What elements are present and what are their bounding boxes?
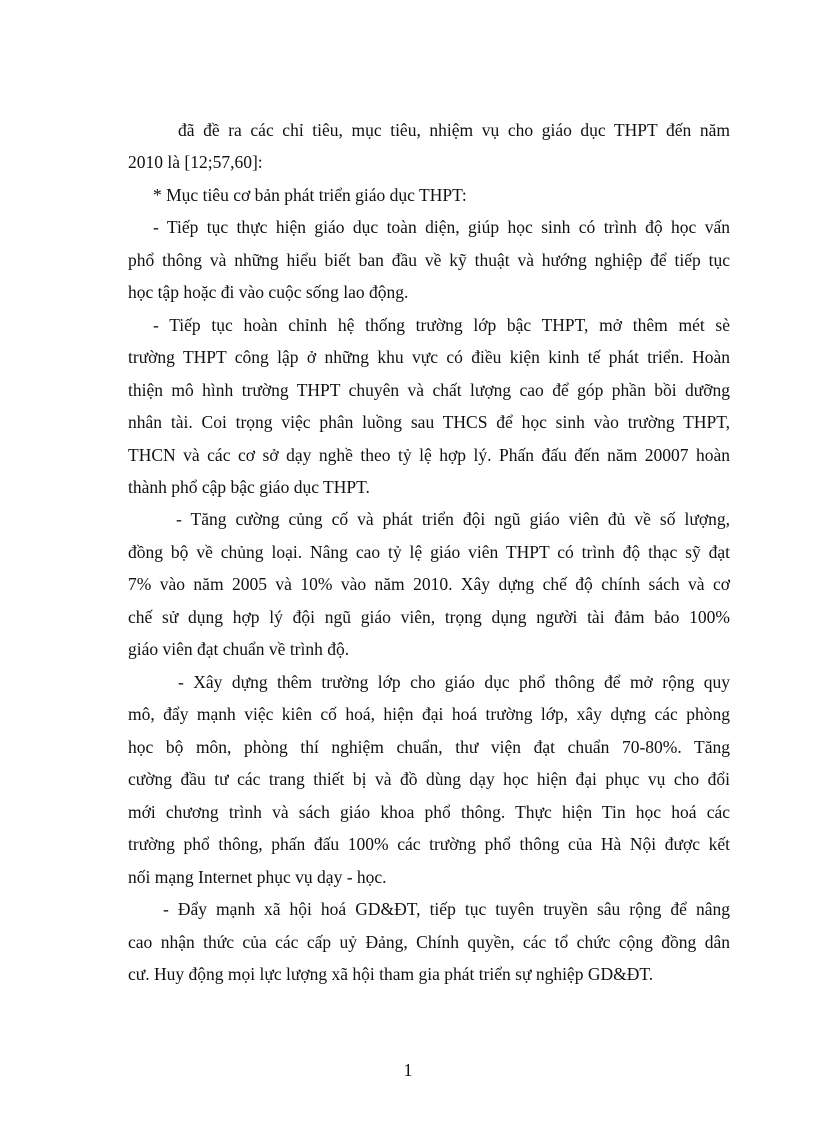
text-line: cường đầu tư các trang thiết bị và đồ dùng dạy học hiện đại phục vụ cho đổi (128, 769, 730, 789)
text-line: 2010 là [12;57,60]: (128, 152, 263, 172)
text-line: * Mục tiêu cơ bản phát triển giáo dục THPT: (153, 185, 467, 205)
text-line: giáo viên đạt chuẩn về trình độ. (128, 639, 350, 659)
text-line: đã đề ra các chỉ tiêu, mục tiêu, nhiệm vụ cho giáo dục THPT đến năm (178, 120, 730, 140)
text-line: thành phổ cập bậc giáo dục THPT. (128, 477, 370, 497)
text-line: mô, đẩy mạnh việc kiên cố hoá, hiện đại hoá trường lớp, xây dựng các phòng (128, 704, 730, 724)
text-line: - Tiếp tục hoàn chỉnh hệ thống trường lớp bậc THPT, mở thêm mét sè (153, 315, 730, 335)
text-line: nối mạng Internet phục vụ dạy - học. (128, 867, 387, 887)
text-line: cư. Huy động mọi lực lượng xã hội tham gia phát triển sự nghiệp GD&ĐT. (128, 964, 654, 984)
text-line: chế sử dụng hợp lý đội ngũ giáo viên, trọng dụng người tài đảm bảo 100% (128, 607, 730, 627)
text-line: cao nhận thức của các cấp uỷ Đảng, Chính quyền, các tổ chức cộng đồng dân (128, 932, 730, 952)
text-line: thiện mô hình trường THPT chuyên và chất lượng cao để góp phần bồi dưỡng (128, 380, 730, 400)
text-line: - Xây dựng thêm trường lớp cho giáo dục phổ thông để mở rộng quy (178, 672, 730, 692)
text-line: trường THPT công lập ở những khu vực có điều kiện kinh tế phát triển. Hoàn (128, 347, 730, 367)
text-line: nhân tài. Coi trọng việc phân luồng sau THCS để học sinh vào trường THPT, (128, 412, 730, 432)
text-line: 7% vào năm 2005 và 10% vào năm 2010. Xây dựng chế độ chính sách và cơ (128, 574, 730, 594)
text-line: - Tăng cường củng cố và phát triển đội ngũ giáo viên đủ về số lượng, (176, 509, 730, 529)
text-line: - Tiếp tục thực hiện giáo dục toàn diện, giúp học sinh có trình độ học vấn (153, 217, 730, 237)
text-line: học bộ môn, phòng thí nghiệm chuẩn, thư viện đạt chuẩn 70-80%. Tăng (128, 737, 730, 757)
text-line: học tập hoặc đi vào cuộc sống lao động. (128, 282, 409, 302)
page-number: 1 (403, 1060, 413, 1080)
text-line: THCN và các cơ sở dạy nghề theo tỷ lệ hợp lý. Phấn đấu đến năm 20007 hoàn (128, 445, 730, 465)
text-line: phổ thông và những hiểu biết ban đầu về kỹ thuật và hướng nghiệp để tiếp tục (128, 250, 730, 270)
text-line: trường phổ thông, phấn đấu 100% các trường phổ thông của Hà Nội được kết (128, 834, 730, 854)
text-line: mới chương trình và sách giáo khoa phổ thông. Thực hiện Tin học hoá các (128, 802, 730, 822)
text-line: - Đẩy mạnh xã hội hoá GD&ĐT, tiếp tục tuyên truyền sâu rộng để nâng (163, 899, 730, 919)
text-line: đồng bộ về chủng loại. Nâng cao tỷ lệ giáo viên THPT có trình độ thạc sỹ đạt (128, 542, 730, 562)
